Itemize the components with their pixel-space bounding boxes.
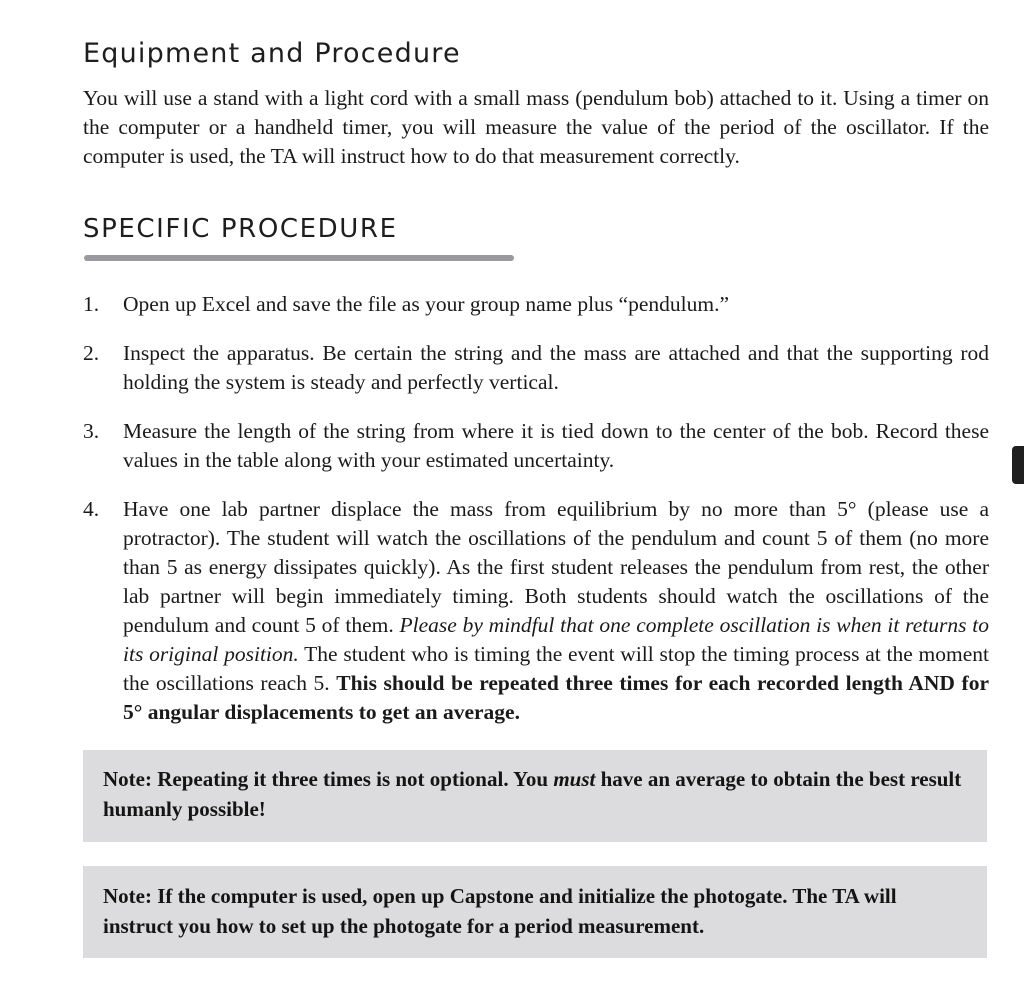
note-emphasis: must: [553, 767, 596, 791]
procedure-step-4: [83, 495, 989, 727]
intro-paragraph: You will use a stand with a light cord with a small mass (pendulum bob) attached to it. Using a timer on the computer or a handheld timer, you will measure the value of the period of the oscillator. If the computer is used, the TA will instruct how to do that measurement correctly.: [83, 86, 989, 168]
section-heading-specific-procedure: SPECIFIC PROCEDURE: [83, 214, 398, 244]
section-heading-equipment: Equipment and Procedure: [83, 38, 461, 69]
note-box-repeat: [83, 750, 987, 842]
step-text: Have one lab partner displace the mass from equilibrium by no more than 5° (please use a protractor). The student will watch the oscillations of the pendulum and count 5 of them (no more than 5 as energy dissipates quickly). As the first student releases the pendulum from rest, the other lab partner will begin immediately timing. Both students should watch the oscillations of the pendulum and count 5 of them.: [123, 497, 989, 637]
procedure-list: [83, 290, 989, 727]
step-bold-text: This should be repeated three times for each recorded length AND for 5° angular displacements to get an average.: [123, 671, 989, 724]
procedure-step-1: [83, 290, 989, 319]
step-text-continued: The student who is timing the event will stop the timing process at the moment the oscillations reach 5.: [123, 642, 989, 695]
note-text: Note: If the computer is used, open up Capstone and initialize the photogate. The TA will instruct you how to set up the photogate for a period measurement.: [103, 884, 897, 938]
heading-underline-rule: [84, 255, 514, 261]
procedure-step-2: [83, 339, 989, 397]
step-number: 4.: [83, 497, 100, 521]
note-text-continued: have an average to obtain the best result humanly possible!: [103, 767, 962, 821]
step-number: 1.: [83, 292, 100, 316]
step-text: Open up Excel and save the file as your group name plus “pendulum.”: [123, 292, 729, 316]
step-text: Inspect the apparatus. Be certain the string and the mass are attached and that the supporting rod holding the system is steady and perfectly vertical.: [123, 341, 989, 394]
step-number: 3.: [83, 419, 100, 443]
step-italic-text: Please by mindful that one complete oscillation is when it returns to its original position.: [123, 613, 989, 666]
note-text: Note: Repeating it three times is not optional. You: [103, 767, 549, 791]
scroll-tab[interactable]: [1012, 446, 1024, 484]
step-text: Measure the length of the string from where it is tied down to the center of the bob. Record these values in the table along with your estimated uncertainty.: [123, 419, 989, 472]
procedure-step-3: [83, 417, 989, 475]
note-box-capstone: [83, 866, 987, 958]
step-number: 2.: [83, 341, 100, 365]
